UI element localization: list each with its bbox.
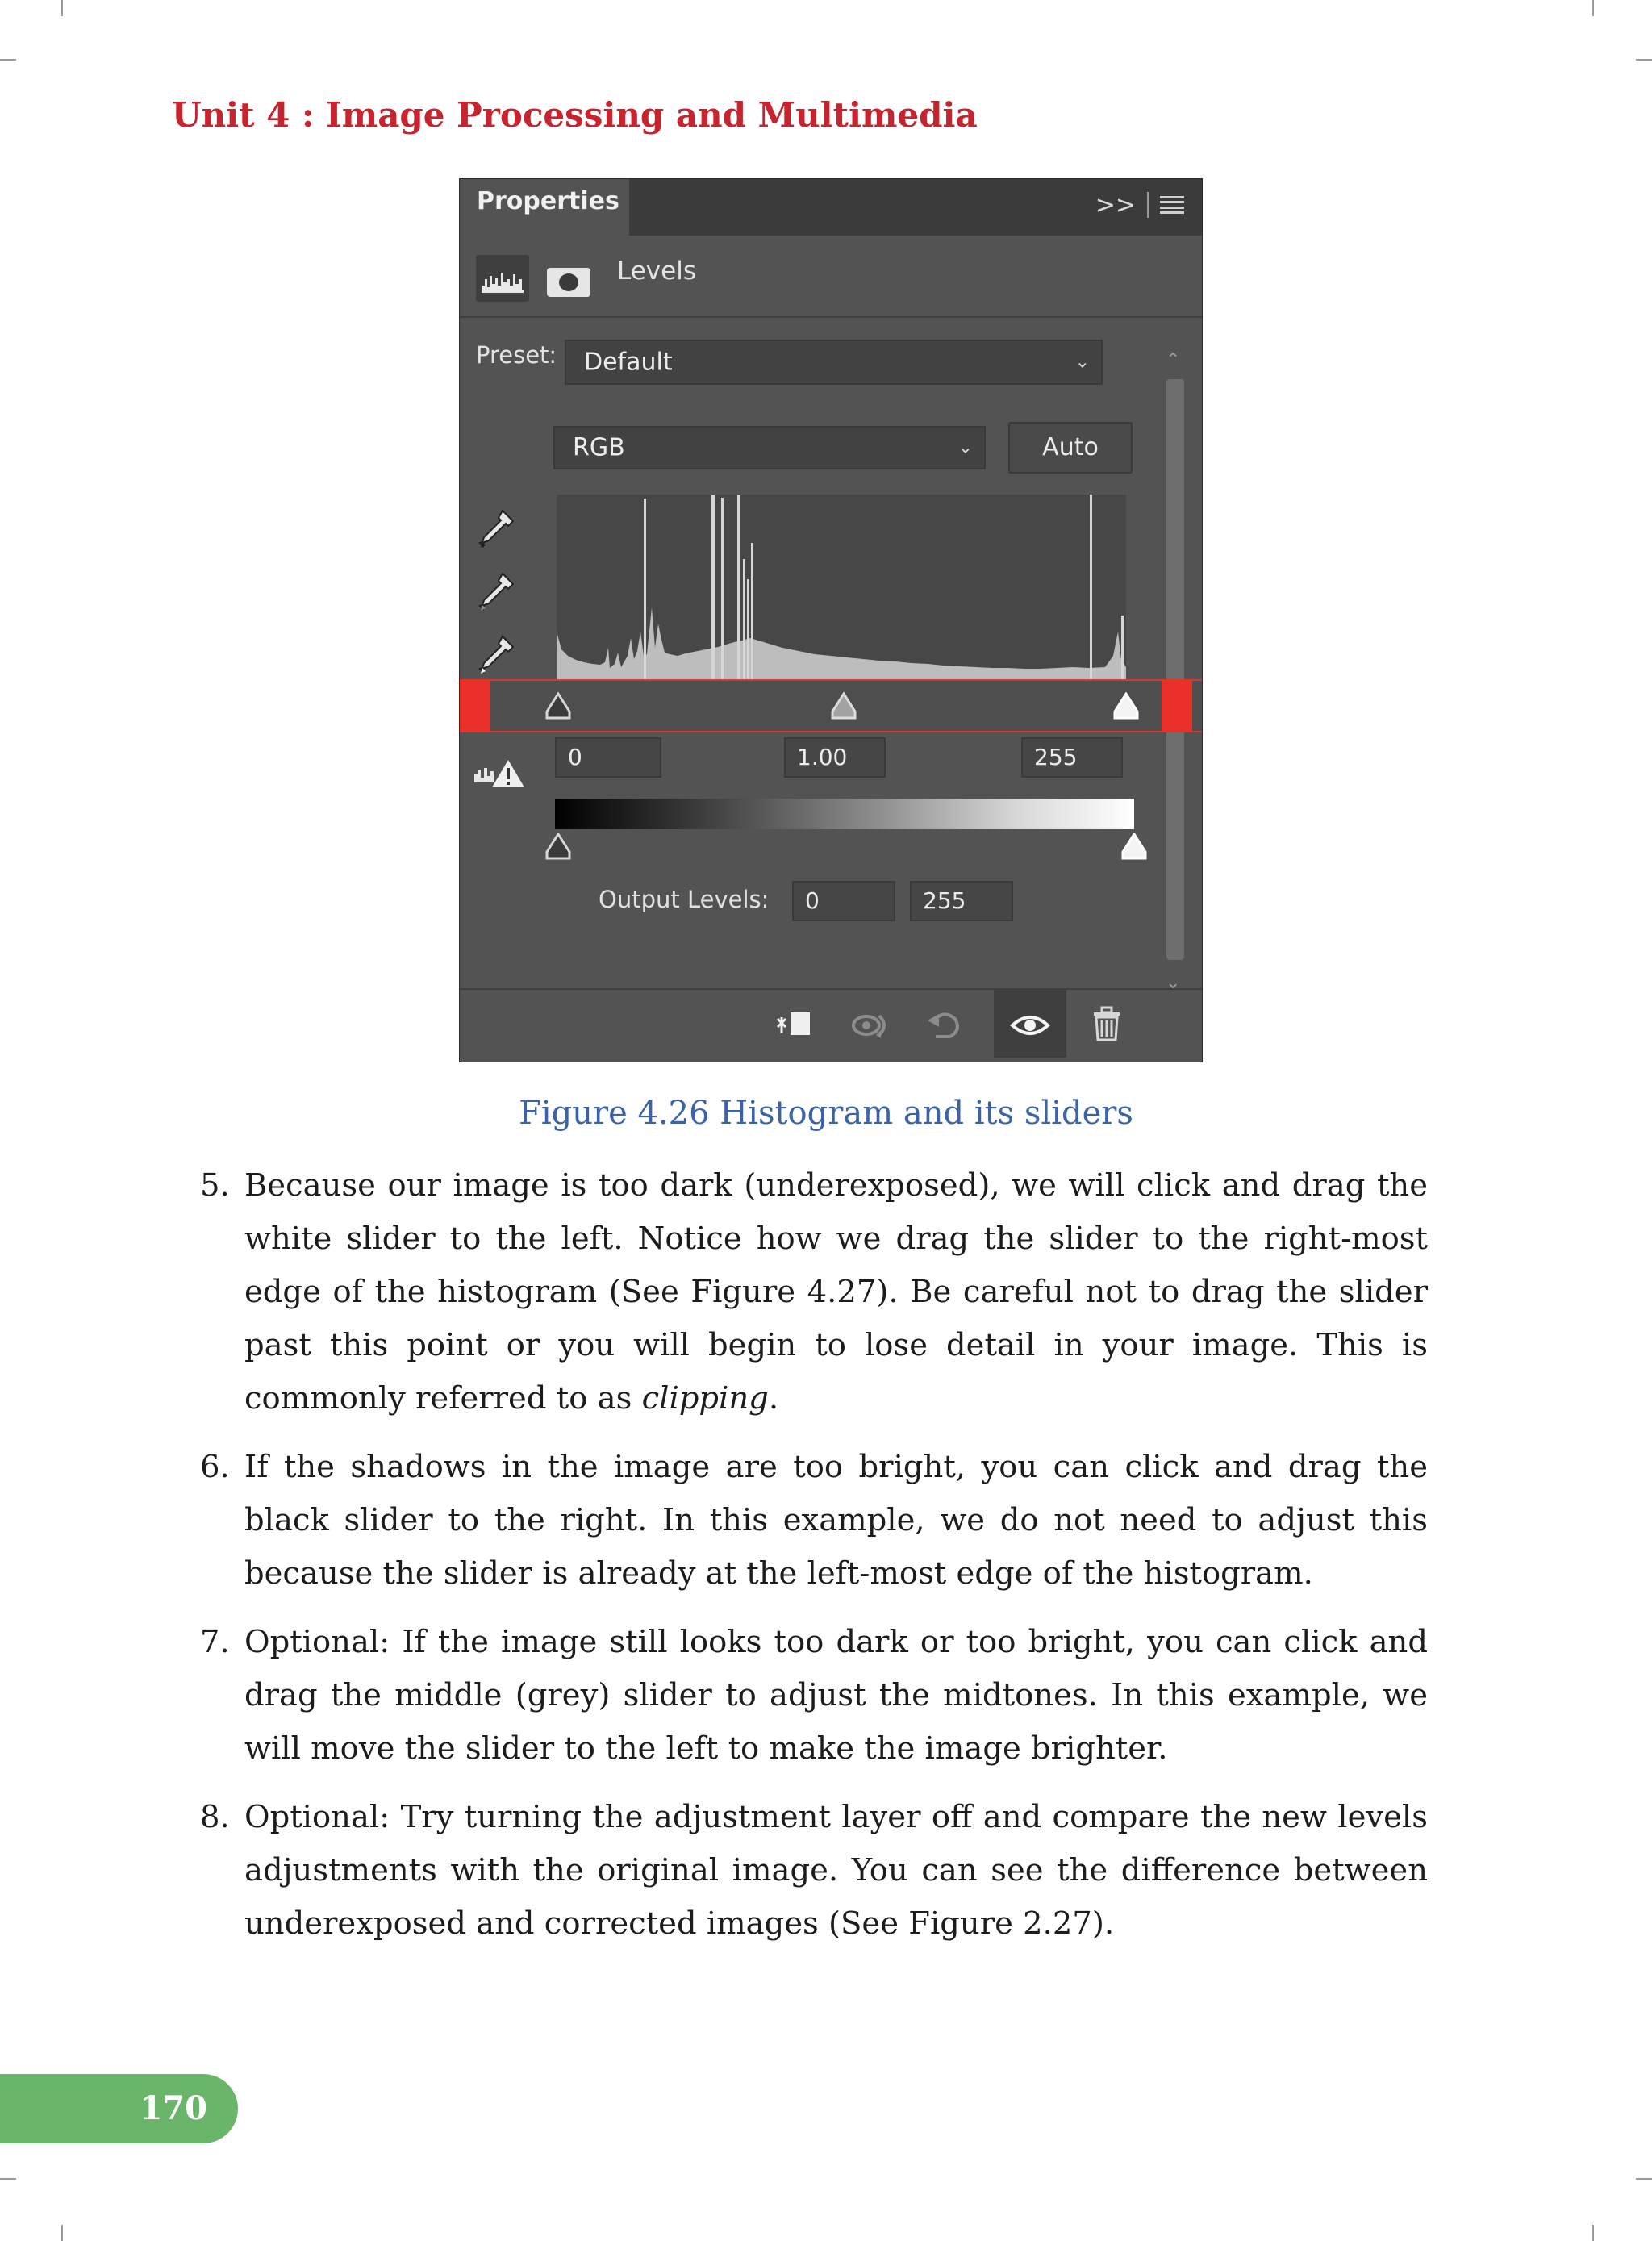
white-point-eyedropper-icon[interactable]: [478, 632, 518, 677]
chevron-down-icon: ⌄: [957, 437, 973, 458]
output-levels-label: Output Levels:: [599, 886, 770, 913]
collapse-panel-icon[interactable]: >>: [1095, 190, 1136, 219]
preset-dropdown[interactable]: [565, 340, 1103, 385]
crop-mark: [61, 0, 63, 16]
chevron-down-icon: ⌄: [1074, 352, 1090, 373]
black-input-slider[interactable]: [544, 692, 573, 720]
step-text: Optional: If the image still looks too dark or too bright, you can click and drag the middle (grey) slider to adjust the midtones. In this example, we will move the slider to the left to make the image brighter.: [244, 1624, 1428, 1767]
panel-bottom-bar: [460, 988, 1202, 1062]
clip-to-layer-icon[interactable]: [773, 1003, 818, 1048]
gray-input-slider[interactable]: [829, 692, 858, 720]
panel-scrollbar[interactable]: [1160, 350, 1192, 1000]
step-number: 6.: [200, 1449, 230, 1485]
step-text: Optional: Try turning the adjustment layer off and compare the new levels adjustments with the original image. You can see the difference between underexposed and corrected images (See Figure 2.27).: [244, 1799, 1428, 1942]
output-black-field[interactable]: 0: [792, 881, 895, 921]
crop-mark: [1636, 59, 1652, 61]
list-item: [200, 1791, 1428, 1951]
page-number: 170: [0, 2074, 238, 2143]
white-output-slider[interactable]: [1120, 833, 1149, 860]
crop-mark: [1592, 0, 1594, 16]
gray-point-eyedropper-icon[interactable]: [478, 569, 518, 614]
histogram: [557, 495, 1126, 696]
step-text: Because our image is too dark (underexposed), we will click and drag the white slider to the left. Notice how we drag the slider to the right-most edge of the histogram (See Figure 4.27). Be careful not to drag the slider past this point or you will begin to lose detail in your image. This is commonly referred to as: [244, 1167, 1428, 1417]
properties-panel: [459, 178, 1203, 1062]
channel-value: RGB: [573, 433, 625, 462]
step-text: If the shadows in the image are too bright, you can click and drag the black slider to the right. In this example, we do not need to adjust this because the slider is already at the left-most edge of the histogram.: [244, 1449, 1428, 1592]
list-item: [200, 1441, 1428, 1600]
steps-list: [200, 1159, 1428, 1966]
scroll-up-icon[interactable]: ⌃: [1166, 350, 1181, 370]
list-item: [200, 1159, 1428, 1425]
panel-menu-icon[interactable]: [1160, 196, 1184, 214]
black-output-slider[interactable]: [544, 833, 573, 860]
panel-tabbar: [460, 179, 1202, 236]
step-number: 5.: [200, 1167, 230, 1204]
visibility-eye-icon[interactable]: [1007, 1003, 1053, 1048]
step-emphasis: clipping: [641, 1380, 769, 1417]
preset-value: Default: [584, 348, 673, 377]
view-previous-state-icon[interactable]: [847, 1003, 892, 1048]
highlight-marker-right: [1162, 679, 1192, 732]
step-number: 7.: [200, 1624, 230, 1660]
crop-mark: [0, 59, 16, 61]
scroll-thumb[interactable]: [1166, 379, 1184, 960]
adjustment-title: Levels: [617, 257, 696, 286]
levels-header: [460, 236, 1202, 318]
input-white-field[interactable]: 255: [1021, 737, 1123, 778]
crop-mark: [1636, 2178, 1652, 2180]
tab-properties[interactable]: Properties: [460, 179, 629, 236]
clipping-warning-icon: [473, 753, 531, 792]
preset-label: Preset:: [476, 341, 557, 369]
crop-mark: [1592, 2225, 1594, 2241]
panel-menu: [1095, 189, 1184, 221]
crop-mark: [0, 2178, 16, 2180]
histogram-graph: [557, 495, 1126, 696]
step-number: 8.: [200, 1799, 230, 1835]
crop-mark: [61, 2225, 63, 2241]
input-black-field[interactable]: 0: [555, 737, 661, 778]
unit-title: Unit 4 : Image Processing and Multimedia: [172, 95, 978, 135]
highlight-marker-left: [460, 679, 490, 732]
white-input-slider[interactable]: [1112, 692, 1141, 720]
delete-icon[interactable]: [1086, 1003, 1131, 1048]
black-point-eyedropper-icon[interactable]: [478, 506, 518, 551]
output-white-field[interactable]: 255: [910, 881, 1013, 921]
figure-caption: Figure 4.26 Histogram and its sliders: [519, 1095, 1133, 1132]
scroll-down-icon[interactable]: ⌄: [1166, 973, 1181, 993]
histogram-adjustment-icon[interactable]: [476, 255, 529, 302]
input-gamma-field[interactable]: 1.00: [784, 737, 886, 778]
layer-mask-icon[interactable]: [547, 268, 590, 297]
output-gradient-bar: [555, 799, 1134, 829]
auto-button[interactable]: Auto: [1008, 422, 1133, 474]
list-item: [200, 1616, 1428, 1776]
divider: [1147, 192, 1149, 218]
reset-icon[interactable]: [921, 1003, 966, 1048]
channel-dropdown[interactable]: [553, 426, 986, 469]
step-text-tail: .: [768, 1380, 779, 1417]
